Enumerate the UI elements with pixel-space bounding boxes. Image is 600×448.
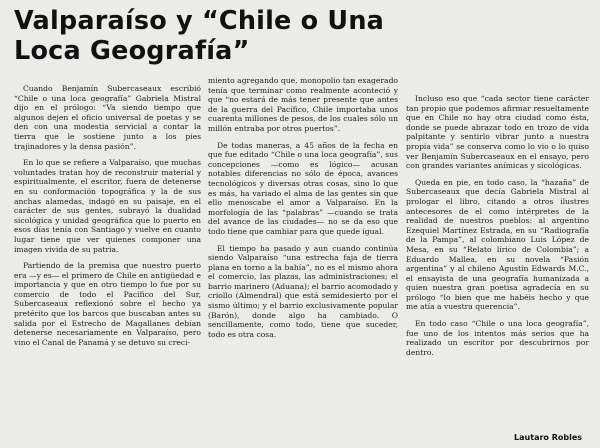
article-headline: Valparaíso y “Chile o Una Loca Geografía” bbox=[14, 6, 385, 66]
paragraph: Queda en pie, en todo caso, la “hazaña” de Subercaseaux que decía Gabriela Mistral al prologar el libro, citando a otros ilustres antecesores de el como intérpretes de la realidad de nuestros pueblos: al argentino Ezequiel Martínez Estrada, en su “Radiografía de la Pampa”, al colombiano Luis López de Mesa, en su “Relato lírico de Colombia”; a Eduardo Mallea, en su novela “Pasión argentina” y al chileno Agustín Edwards M.C., el ensayista de una geografía humanizada a quien nuestra gran poetisa agradecía en su prólogo “lo bien que me habéis hecho y que me atía a vuestra querencia”. bbox=[406, 177, 589, 312]
paragraph: Partiendo de la premisa que nuestro puerto era —y es— el primero de Chile en antigüedad e importancia y que en otro tiempo lo fue por su comercio de todo el Pacífico del Sur, Subercaseaux reflexionó sobre el hecho ya pretérito que los barcos que buscaban antes su salida por el Estrecho de Magallanes debían detenerse necesariamente en Valparaíso, pero vino el Canal de Panamá y se detuvo su creci- bbox=[14, 261, 201, 347]
paragraph: miento agregando que, monopolio tan exagerado tenía que terminar como realmente aconteció y que “no estará de más tener presente que antes de la guerra del Pacífico, Chile importaba unos cuarenta millones de pesos, de los cuales sólo un millón entraba por otros puertos”. bbox=[208, 76, 398, 133]
column-3 bbox=[406, 94, 589, 364]
paragraph: En lo que se refiere a Valparaíso, que muchas voluntades tratan hoy de reconstruir material y espiritualmente, el escritor, fuera de detenerse en su conformación topográfica y la de sus anchas alamedas, indagó en su paisaje, en el carácter de sus gentes, subrayó la dualidad sicológica y unidad geográfica que lo puerto en esos días tenía con Santiago y vuelve en cuanto lugar tiene que ver quienes componer una imagen vivida de su patria. bbox=[14, 158, 201, 254]
column-2 bbox=[208, 76, 398, 346]
paragraph: Incluso eso que “cada sector tiene carácter tan propio que podemos afirmar resueltamente que en Chile no hay otra ciudad como ésta, donde se puede abrazar todo en trozo de vida palpitante y sentirlo vibrar junto a nuestra propia vida” se conserva como lo vio o lo quiso ver Benjamín Subercaseaux en el ensayo, pero con grandes variantes anímicas y sicológicas. bbox=[406, 94, 589, 171]
paragraph: Cuando Benjamín Subercaseaux escribió “Chile o una loca geografía” Gabriela Mistral dijo en el prólogo: “Va siendo tiempo que algunos dejen el oficio universal de poetas y se den con una modestia servicial a contar la tierra que le sostiene junto a los pies trajinadores y la densa pasión”. bbox=[14, 84, 201, 151]
paragraph: En todo caso “Chile o una loca geografía”, fue uno de los intentos más serios que ha realizado un escritor por descubrirnos por dentro. bbox=[406, 319, 589, 357]
author-signature: Lautaro Robles bbox=[514, 433, 582, 442]
column-1 bbox=[14, 84, 201, 354]
paragraph: De todas maneras, a 45 años de la fecha en que fue editado “Chile o una loca geografía”, sus concepciones —como es lógico— acusan notables diferencias no sólo de época, avances tecnológicos y diversas otras cosas, sino lo que es más, ha variado el alma de las gentes sin que ello menoscabe el amor a Valparaíso. En la morfología de las “palabras” —cuando se trata del avance de las ciudades— no se da eso que todo tiene que cambiar para que quede igual. bbox=[208, 140, 398, 236]
paragraph: El tiempo ha pasado y aun cuando continúa siendo Valparaíso “una estrecha faja de tierra plana en torno a la bahía”, no es el mismo ahora el comercio, las plazas, las administraciones; el barrio marinero (Aduana); el barrio acomodado y criollo (Almendral) que está semidesierto por el sismo último; y el barrio exclusivamente popular (Barón), donde algo ha cambiado. O sencillamente, como todo, tiene que suceder, todo es otra cosa. bbox=[208, 243, 398, 339]
article-body bbox=[14, 76, 590, 448]
